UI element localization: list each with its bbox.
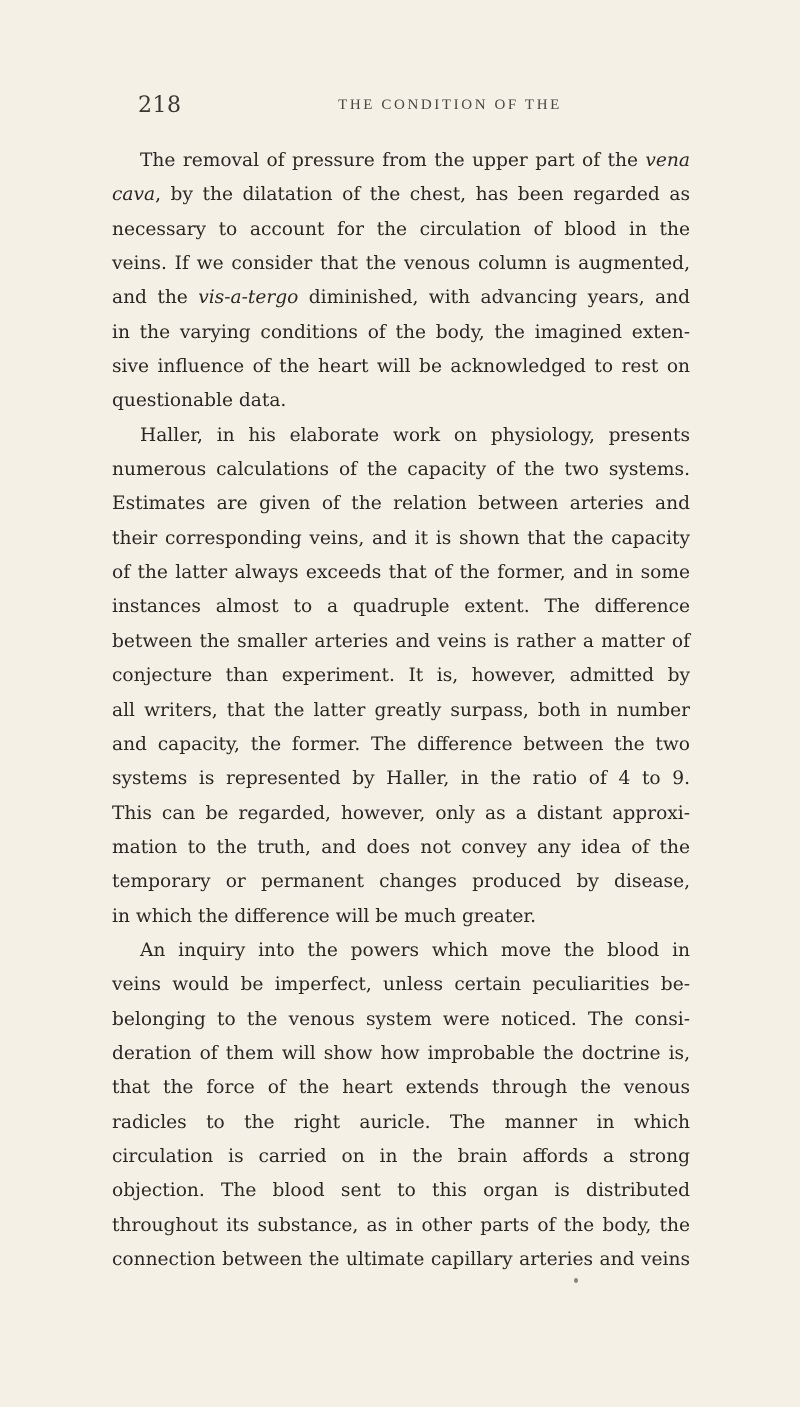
text-line: connection between the ultimate capillary arteries and veins bbox=[112, 1249, 690, 1270]
text-line: all writers, that the latter greatly surpass, both in number bbox=[112, 699, 690, 721]
text-line: instances almost to a quadruple extent. The difference bbox=[112, 596, 690, 618]
page-header bbox=[0, 93, 800, 123]
text-line: necessary to account for the circulation of blood in the bbox=[112, 218, 690, 240]
text-line: veins would be imperfect, unless certain peculiarities be- bbox=[112, 974, 690, 996]
text-line: systems is represented by Haller, in the ratio of 4 to 9. bbox=[112, 768, 690, 790]
paragraph-3 bbox=[112, 934, 690, 1277]
text-line: numerous calculations of the capacity of the two systems. bbox=[112, 459, 690, 481]
running-head: THE CONDITION OF THE bbox=[338, 97, 562, 113]
text-line: circulation is carried on in the brain affords a strong bbox=[112, 1145, 690, 1167]
body-text bbox=[112, 144, 690, 1277]
text-line: between the smaller arteries and veins is rather a matter of bbox=[112, 630, 690, 652]
text-line: of the latter always exceeds that of the former, and in some bbox=[112, 562, 690, 584]
text-line: in the varying conditions of the body, the imagined exten- bbox=[112, 321, 690, 343]
text-line: and the vis-a-tergo diminished, with advancing years, and bbox=[112, 287, 690, 309]
text-line: throughout its substance, as in other parts of the body, the bbox=[112, 1214, 690, 1236]
text-line: veins. If we consider that the venous column is augmented, bbox=[112, 253, 690, 275]
text-line: radicles to the right auricle. The manner in which bbox=[112, 1111, 690, 1133]
text-line: conjecture than experiment. It is, however, admitted by bbox=[112, 665, 690, 687]
text-line: that the force of the heart extends through the venous bbox=[112, 1077, 690, 1099]
text-line: mation to the truth, and does not convey any idea of the bbox=[112, 836, 690, 858]
text-line: sive influence of the heart will be acknowledged to rest on bbox=[112, 356, 690, 378]
text-line: Estimates are given of the relation between arteries and bbox=[112, 493, 690, 515]
text-line: and capacity, the former. The difference between the two bbox=[112, 733, 690, 755]
paper-speck bbox=[574, 1278, 578, 1283]
text-line: An inquiry into the powers which move the blood in bbox=[140, 939, 690, 961]
text-line: belonging to the venous system were noticed. The consi- bbox=[112, 1008, 690, 1030]
text-line: cava, by the dilatation of the chest, has been regarded as bbox=[112, 184, 690, 206]
text-line: deration of them will show how improbable the doctrine is, bbox=[112, 1042, 690, 1064]
text-line: questionable data. bbox=[112, 390, 287, 412]
text-line: objection. The blood sent to this organ is distributed bbox=[112, 1180, 690, 1202]
text-line: their corresponding veins, and it is shown that the capacity bbox=[112, 527, 690, 549]
paragraph-2 bbox=[112, 419, 690, 934]
text-line: This can be regarded, however, only as a distant approxi- bbox=[112, 802, 690, 824]
page-number: 218 bbox=[138, 93, 182, 118]
text-line: Haller, in his elaborate work on physiology, presents bbox=[140, 424, 690, 446]
text-line: temporary or permanent changes produced by disease, bbox=[112, 871, 690, 893]
text-line: The removal of pressure from the upper part of the vena bbox=[140, 150, 690, 171]
text-line: in which the difference will be much greater. bbox=[112, 905, 537, 927]
paragraph-1 bbox=[112, 144, 690, 419]
